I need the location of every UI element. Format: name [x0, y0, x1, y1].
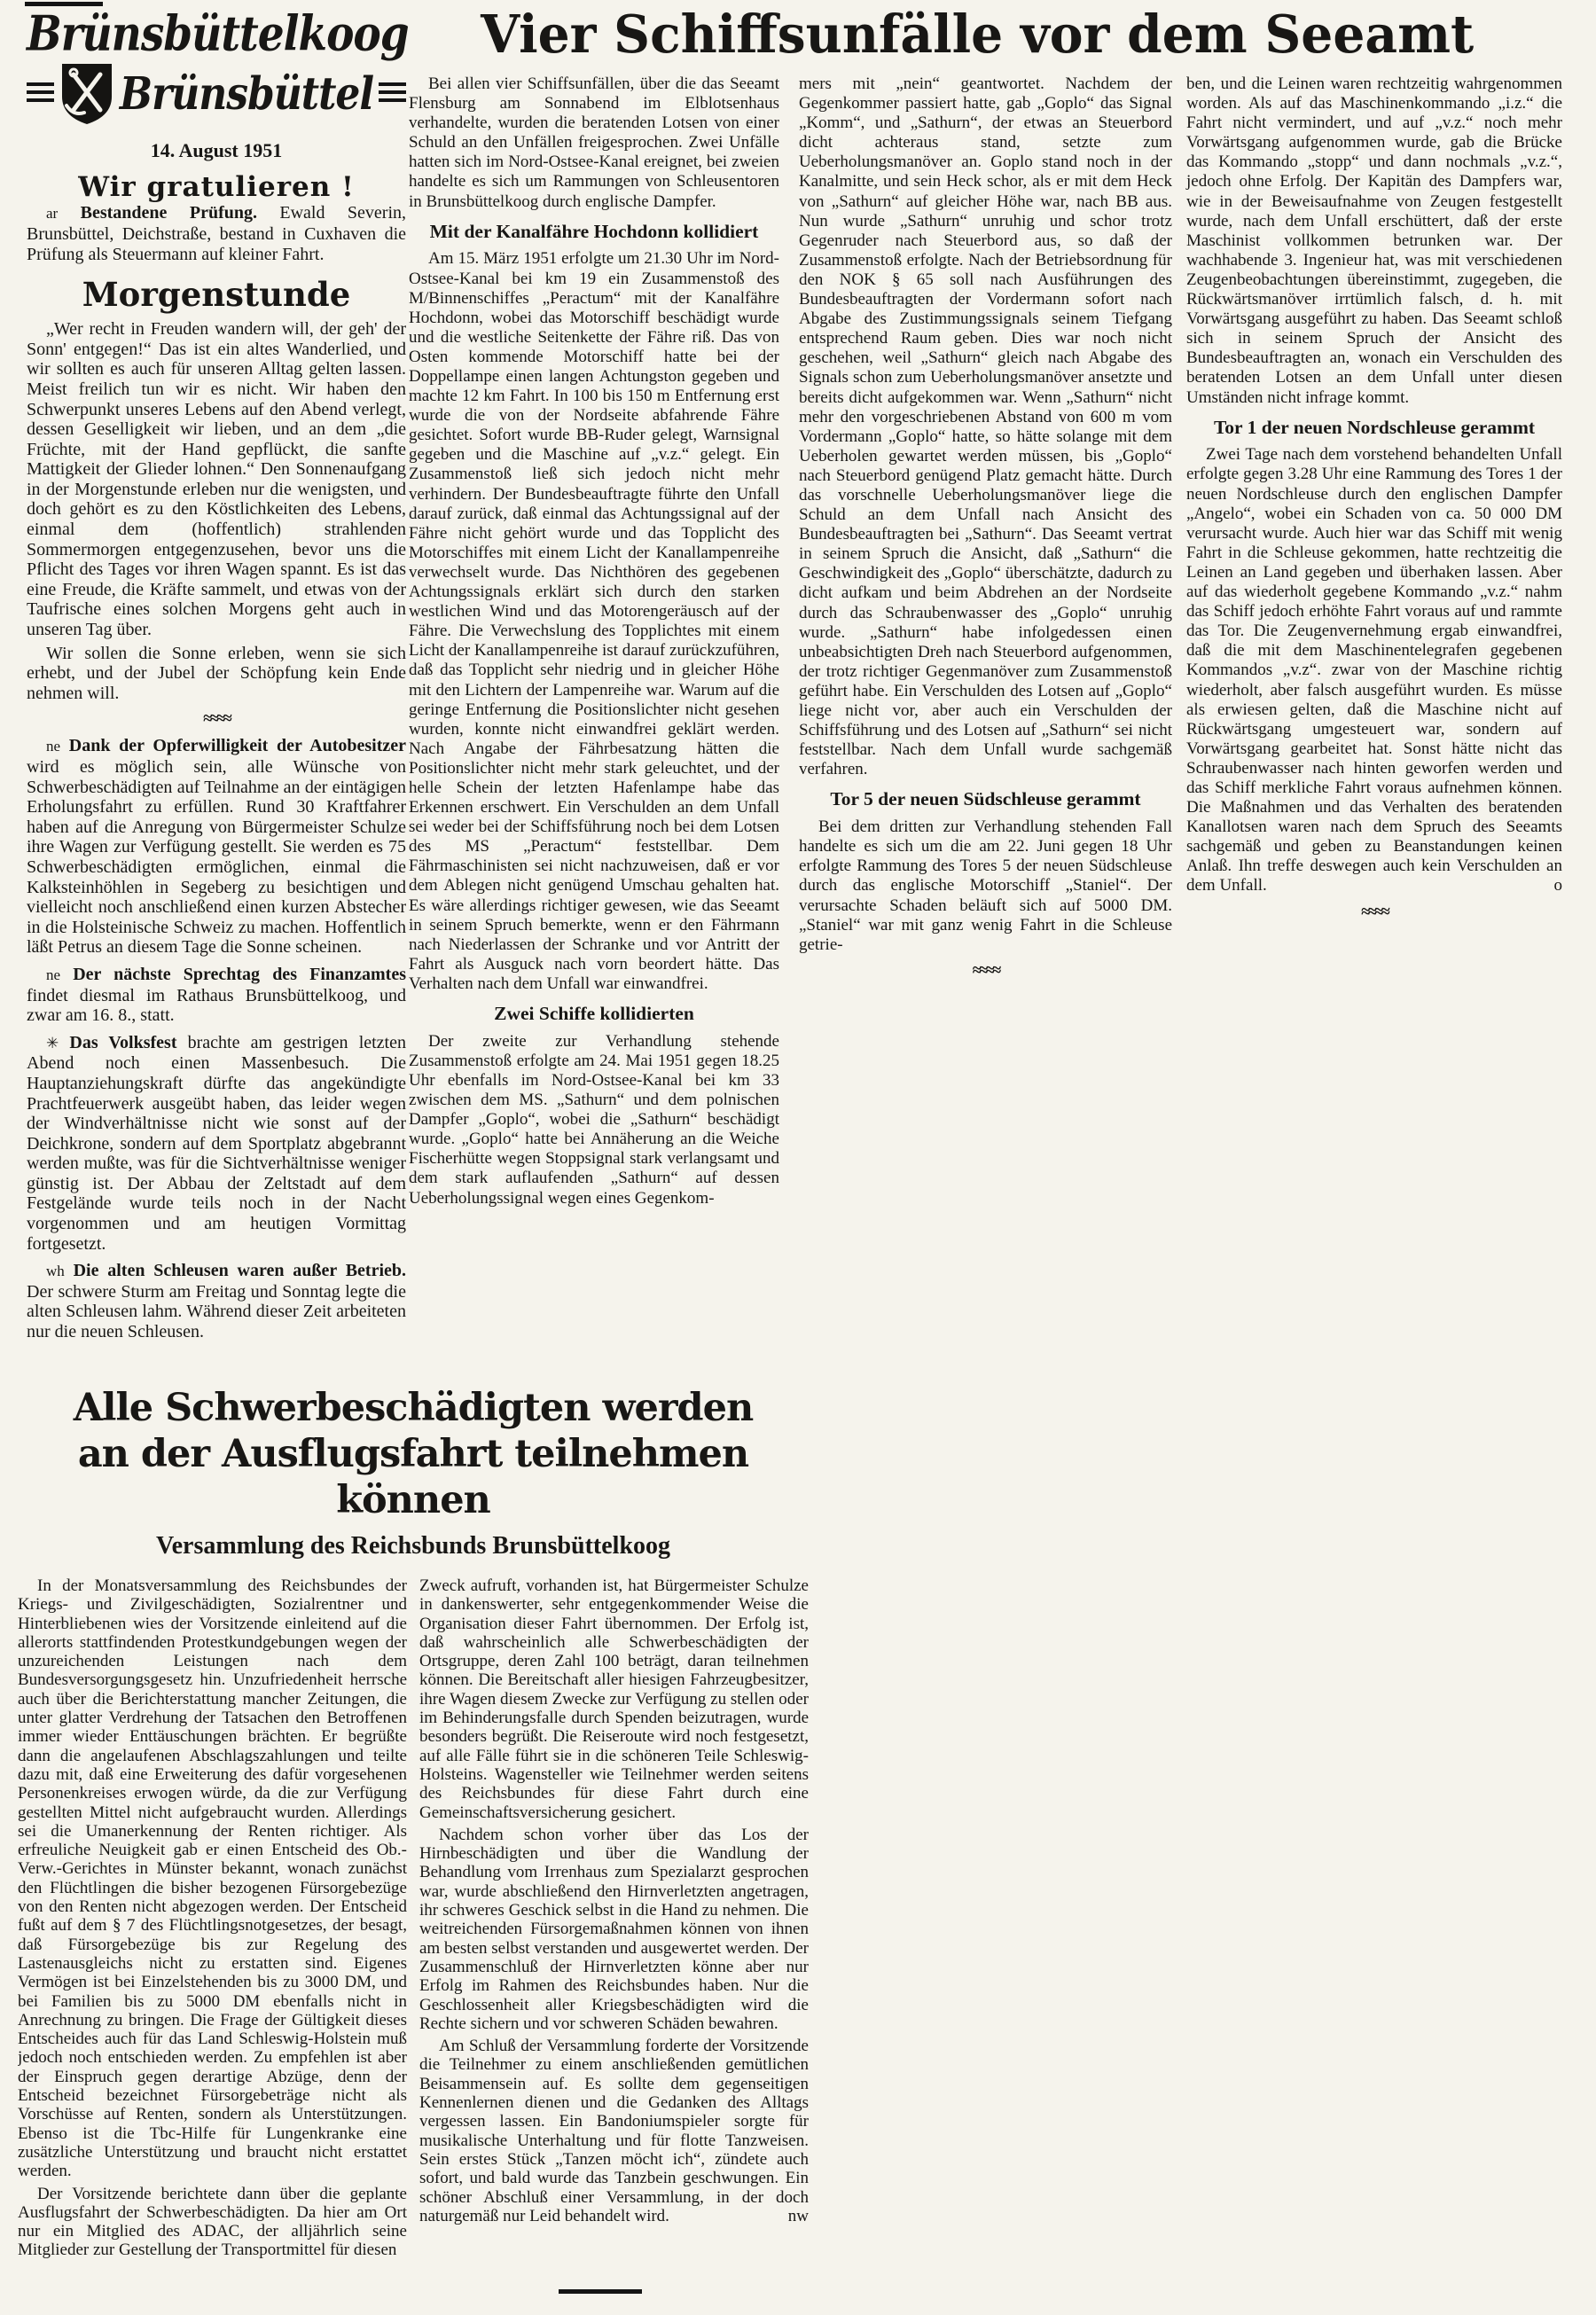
- local-note-volksfest: [27, 1033, 406, 1255]
- item-lead: Dank der Opferwilligkeit der Autobesitzer: [68, 736, 406, 756]
- item-signature: ne: [46, 966, 61, 983]
- article-paragraph: Am 15. März 1951 erfolgte um 21.30 Uhr im Nord-Ostsee-Kanal bei km 19 ein Zusammenstoß des M/Binnenschiffes „Peractum“ mit der Kanalfähre Hochdonn, wobei das Motorschiff beschädigt wurde und die westliche Seitenkette der Fähre riß. Das von Osten kommende Motorschiff hatte bei der Doppellampe einen langen Achtungston gegeben und machte 12 km Fahrt. In 100 bis 150 m Entfernung erst wurde die von der Nordseite abfahrende Fähre gesichtet. Sofort wurde BB-Ruder gelegt, Warnsignal gegeben und die Maschine auf „v.z.“ gelegt. Ein Zusammenstoß ließ sich jedoch nicht mehr verhindern. Der Bundesbeauftragte führte den Unfall darauf zurück, daß einmal das Achtungssignal auf der Fähre nicht gehört wurde und das Topplicht des Motorschiffes mit einem Licht der Kanallampenreihe verwechselt wurde. Das Nichthören des gegebenen Achtungssignals erklärt sich durch den starken westlichen Wind und das Motorengeräusch auf der Fähre. Die Verwechslung des Topplichtes mit einem Licht der Kanallampenreihe ist darauf zurückzuführen, daß das Topplicht sehr niedrig und in gleicher Höhe mit den Lichtern der Lampenreihe war. Warum auf die geringe Entfernung die Positionslichter nicht gesehen wurden, konnte nicht einwandfrei geklärt werden. Nach Angabe der Fährbesatzung hätten die Positionslichter nicht mehr stark geleuchtet, und der helle Schein der letzten Hafenlampe habe das Erkennen erschwert. Ein Verschulden an dem Unfall sei weder bei der Schiffsführung noch bei dem Lotsen des MS „Peractum“ feststellbar. Dem Fährmaschinisten sei nicht nachzuweisen, daß er vor dem Ablegen nicht genügend Umschau gehalten hat. Es wäre allerdings richtiger gewesen, wie das Seeamt in seinem Spruch bemerkte, wenn er den Fährmann nach Niederlassen der Schranke und vor Antritt der Fahrt als Ausguck nach vorn beordert hätte. Das Verhalten nach dem Unfall war einwandfrei.: [409, 249, 779, 993]
- second-subtitle: Versammlung des Reichsbunds Brunsbüttelkoog: [155, 1532, 671, 1560]
- local-note-finanzamt: [27, 965, 406, 1026]
- item-lead: Bestandene Prüfung.: [80, 203, 257, 223]
- article-paragraph: [419, 2037, 809, 2225]
- second-headline-line-1: Alle Schwerbeschädigten werden: [73, 1386, 754, 1430]
- second-article-column-2: [419, 1576, 809, 2264]
- main-article-column-3: [1186, 74, 1562, 929]
- morgenstunde-paragraph-2: Wir sollen die Sonne erleben, wenn sie sich erhebt, und der Jubel der Schöpfung kein Ende nehmen will.: [27, 643, 406, 703]
- masthead-town-1: Brünsbüttelkoog: [27, 5, 409, 63]
- flourish-right-icon: [379, 82, 406, 106]
- morgenstunde-paragraph-1: „Wer recht in Freuden wandern will, der geh' der Sonn' entgegen!“ Das ist ein altes Wanderlied, und wir sollten es auch für unseren Alltag gelten lassen. Meist freilich tun wir es nicht. Wir haben den Schwerpunkt unseres Lebens auf den Abend verlegt, dessen Geselligkeit wir lieben, und an dem „die Früchte, mit der Hand gepflückt, die sanfte Mattigkeit der Glieder lohnen.“ Den Sonnenaufgang in der Morgenstunde erleben nur die wenigsten, und doch gehört es zu den Köstlichkeiten des Lebens, einmal dem (hoffentlich) strahlenden Sommermorgen entgegenzusehen, bevor uns die Pflicht des Tages vor ihren Wagen spannt. Es ist das eine Freude, die Kräfte sammelt, und etwas von der Taufrische eines solchen Morgens geht auch in unseren Tag über.: [27, 319, 406, 640]
- article-paragraph: In der Monatsversammlung des Reichsbundes der Kriegs- und Zivilgeschädigten, Sozialrentner und Hinterbliebenen wies der Vorsitzende einleitend auf die allerorts stattfindenden Protestkundgebungen wegen der unzureichenden Leistungen nach dem Bundesversorgungsgesetz hin. Unzufriedenheit herrsche auch über die Berichterstattung mancher Zeitungen, die unter glatter Verdrehung der Tatsachen den Betroffenen immer wieder Enttäuschungen brächten. Er begrüßte dann die angelaufenen Abschlagszahlungen und teilte dazu mit, daß eine Erweiterung des dafür vorgesehenen Personenkreises erwogen würde, da die zur Verfügung gestellten Mittel nicht aufgebraucht wurden. Allerdings sei die Umanerkennung der Renten richtiger. Als erfreuliche Neuigkeit gab er einen Entscheid des Ob.-Verw.-Gerichtes in Münster bekannt, wonach zunächst den Flüchtlingen die bisher bezogenen Fürsorgebezüge von den Renten nicht abgezogen werden. Der Entscheid fußt auf dem § 7 des Flüchtlingsnotgesetzes, der besagt, daß Fürsorgebezüge bis zur Regelung des Lastenausgleichs nicht zu erstatten sind. Eigenes Vermögen ist bei Einzelstehenden bis zu 3000 DM, und bei Familien bis zu 5000 DM ebenfalls nicht in Anrechnung zu bringen. Die Frage der Gültigkeit dieses Entscheides auch für das Land Schleswig-Holstein muß jedoch noch entschieden werden. Zu empfehlen ist aber der Einspruch gegen derartige Abzüge, denn der Entscheid bezeichnet Fürsorgebeträge nicht als Vorschüsse auf Renten, sondern als Unterstützungen. Ebenso ist die Tbc-Hilfe für Lungenkranke eine zusätzliche Unterstützung und braucht nicht erstattet werden.: [18, 1576, 407, 2181]
- item-text: wird es möglich sein, alle Wünsche von Schwerbeschädigten auf Teilnahme an der eintägigen Erholungsfahrt zu erfüllen. Rund 30 Kraftfahrer haben auf die Anregung von Bürgermeister Schulze ihre Wagen zur Verfügung gestellt. Sie werden es 75 Schwerbeschädigten ermöglichen, einmal die Kalksteinhöhlen in Segeberg zu besichtigen und vielleicht noch anschließend einen kurzen Abstecher in die Holsteinische Schweiz zu machen. Hoffentlich läßt Petrus an diesem Tage die Sonne scheinen.: [27, 757, 406, 958]
- second-headline-line-2: an der Ausflugsfahrt teilnehmen können: [77, 1432, 749, 1522]
- article-paragraph: mers mit „nein“ geantwortet. Nachdem der Gegenkommer passiert hatte, gab „Goplo“ das Signal „Komm“, und „Sathurn“, der etwas an Steuerbord dicht achteraus stand, setzte zum Ueberholungsmanöver an. Goplo stand noch in der Kanalmitte, und sein Heck schor, als er mit dem Heck von „Sathurn“ auf gleicher Höhe war, nach BB aus. Nun wurde „Sathurn“ unruhig und schor trotz Gegenruder nach Steuerbord aus, so daß der Zusammenstoß erfolgte. Nach der Betriebsordnung für den NOK § 65 soll nach Ausführungen des Bundesbeauftragten der Vordermann sofort nach Abgabe des Zustimmungssignals seinem Tiefgang entsprechend Raum geben. Dies war noch nicht geschehen, weil „Sathurn“ gleich nach Abgabe des Signals schon zum Ueberholungsmanöver ansetzte und bereits dicht aufgekommen war. Wenn „Sathurn“ nicht mehr den vorgeschriebenen Abstand von 600 m vom Vordermann „Goplo“ hatte, so hätte solange mit dem Ueberholen gewartet werden müssen, bis „Goplo“ nach Steuerbord genügend Platz gemacht hätte. Durch das vorschnelle Ueberholungsmanöver liege die Schuld an dem Unfall nach Ansicht des Bundesbeauftragten bei „Sathurn“. Das Seeamt vertrat in seinem Spruch die Ansicht, daß „Sathurn“ die Geschwindigkeit des „Goplo“ überschätzte, dadurch zu dicht aufkam und beim Abdrehen an der Nordseite durch das Schraubenwasser des „Goplo“ unruhig wurde. „Sathurn“ habe infolgedessen einen unbeabsichtigten Dreh nach Steuerbord aufgenommen, der trotz richtiger Gegenmanöver zum Zusammenstoß geführt habe. Ein Verschulden des Lotsen auf „Goplo“ liege nicht vor, aber auch ein Verschulden der Schiffsführung und des Lotsen auf „Sathurn“ sei nicht feststellbar. Nach dem Unfall wurde sachgemäß verfahren.: [799, 74, 1173, 779]
- author-signoff: nw: [787, 2206, 809, 2225]
- item-text: findet diesmal im Rathaus Brunsbüttelkoog, und zwar am 16. 8., statt.: [27, 985, 406, 1026]
- star-icon: ✳: [46, 1034, 59, 1052]
- local-note-autobesitzer: [27, 736, 406, 958]
- item-text: brachte am gestrigen letzten Abend noch einen Massenbesuch. Die Hauptanziehungskraft dürfte das angekündigte Prachtfeuerwerk ausgeübt haben, das leider wegen der Windverhältnisse nicht wie sonst auf der Deichkrone, sondern auf dem Sportplatz abgebrannt werden mußte, was für die Sichtverhältnisse weniger günstig ist. Der Abbau der Zeltstadt auf dem Festgelände wurde teils noch in der Nacht vorgenommen und am heutigen Vormittag fortgesetzt.: [27, 1032, 406, 1254]
- article-text: Zwei Tage nach dem vorstehend behandelten Unfall erfolgte gegen 3.28 Uhr eine Rammung des Tores 1 der neuen Nordschleuse durch den englischen Dampfer „Angelo“, wobei ein Schaden von ca. 50 000 DM verursacht wurde. Auch hier war das Schiff mit wenig Fahrt in die Schleuse gekommen, hatte rechtzeitig die Leinen an Land gegeben und überhaken lassen. Aber auf das wiederholt gegebene Kommando „v.z.“ nahm das Schiff jedoch erhöhte Fahrt voraus auf und rammte das Tor. Die Zeugenvernehmung ergab einwandfrei, daß die mit dem Maschinentelegrafen gegebenen Kommandos „v.z“. zwar von der Maschine richtig wiederholt, aber falsch ausgeführt wurden. Es müsse als erwiesen gelten, daß die Maschine nicht auf Rückwärtsgang umgesteuert war, sondern auf Vorwärtsgang gearbeitet hat. Sonst hätte nicht das Schraubenwasser nach hinten geworfen werden und das Schiff merkliche Fahrt voraus aufnehmen können. Die Maßnahmen und das Verhalten des beratenden Kanallotsen waren nach dem Spruch des Seeamts sachgemäß und geben zu Beanstandungen keinen Anlaß. Ihn treffe deswegen auch kein Verschulden an dem Unfall.: [1186, 445, 1562, 895]
- article-end-rule: [559, 2289, 642, 2294]
- author-signoff: o: [1553, 876, 1562, 895]
- subhead-tor5: Tor 5 der neuen Südschleuse gerammt: [830, 788, 1141, 810]
- local-note-schleusen: [27, 1261, 406, 1341]
- item-lead: Die alten Schleusen waren außer Betrieb.: [73, 1261, 407, 1281]
- article-paragraph: Bei dem dritten zur Verhandlung stehenden Fall handelte es sich um die am 22. Juni gegen 18 Uhr erfolgte Rammung des Tores 5 der neuen Südschleuse durch das englische Motorschiff „Staniel“. Der verursachte Schaden beläuft sich auf 5000 DM. „Staniel“ war mit ganz wenig Fahrt in die Schleuse getrie-: [799, 817, 1172, 954]
- main-article-column-2: [799, 74, 1172, 988]
- section-divider-squiggle-icon: ≈≈≈≈: [1361, 902, 1388, 921]
- item-signature: ne: [46, 738, 61, 755]
- morgenstunde-article: [27, 319, 406, 703]
- article-paragraph: [1186, 445, 1562, 895]
- item-text: Ewald Severin, Brunsbüttel, Deichstraße, bestand in Cuxhaven die Prüfung als Steuermann auf kleiner Fahrt.: [27, 203, 406, 264]
- article-paragraph: Zweck aufruft, vorhanden ist, hat Bürgermeister Schulze in dankenswerter, sehr entgegenkommender Weise die Organisation dieser Fahrt übernommen. Der Erfolg ist, daß wahrscheinlich alle Schwerbeschädigten der Ortsgruppe, deren Zahl 100 beträgt, daran teilnehmen können. Die Bereitschaft aller hiesigen Fahrzeugbesitzer, ihre Wagen diesem Zwecke zur Verfügung zu stellen oder im Behinderungsfalle durch Spenden beizutragen, wurde besonders begrüßt. Die Reiseroute wird noch festgesetzt, auf alle Fälle führt sie in die schöneren Teile Schleswig-Holsteins. Wagensteller wie Teilnehmer werden seitens des Reichsbundes für diese Fahrt durch eine Gemeinschaftsversicherung gesichert.: [419, 1576, 809, 1822]
- subhead-tor1: Tor 1 der neuen Nordschleuse gerammt: [1213, 416, 1536, 438]
- second-article: [18, 1385, 809, 2312]
- subhead-hochdonn: Mit der Kanalfähre Hochdonn kollidiert: [429, 220, 759, 242]
- town-crest-anchor-icon: [59, 61, 114, 127]
- item-signature: wh: [46, 1263, 65, 1280]
- article-text: Am Schluß der Versammlung forderte der Vorsitzende die Teilnehmer zu einem anschließenden gemütlichen Beisammensein auf. Es sollte dem gegenseitigen Kennenlernen dienen und die Gedanken des Alltags vergessen lassen. Ein Bandoniumspieler sorgte für musikalische Unterhaltung und für flotte Tanzweisen. Sein erstes Stück „Tanzen möcht ich“, zündete auch sofort, und bald wurde das Tanzbein geschwungen. Ein schöner Abschluß einer Versammlung, in der doch naturgemäß nur Leid behandelt wird.: [419, 2037, 809, 2225]
- second-article-columns: [18, 1576, 809, 2264]
- section-divider-squiggle-icon: ≈≈≈≈: [972, 960, 999, 980]
- item-lead: Der nächste Sprechtag des Finanzamtes: [73, 964, 406, 984]
- subhead-kollision: Zwei Schiffe kollidierten: [494, 1003, 694, 1025]
- greetings-item: [27, 203, 406, 264]
- item-text: Der schwere Sturm am Freitag und Sonntag legte die alten Schleusen lahm. Während dieser Zeit arbeiteten nur die neuen Schleusen.: [27, 1281, 406, 1342]
- local-news-column: [27, 5, 409, 1346]
- item-signature: ar: [46, 205, 59, 223]
- masthead-town-2: Brünsbüttel: [119, 68, 374, 121]
- second-article-column-1: [18, 1576, 407, 2264]
- article-intro: Bei allen vier Schiffsunfällen, über die das Seeamt Flensburg am Sonnabend im Elblotsenhaus verhandelte, wurden die beratenden Lotsen von einer Schuld an den Unfällen freigesprochen. Zwei Unfälle hatten sich im Nord-Ostsee-Kanal ereignet, bei zweien handelte es sich um Rammungen von Schleusentoren in Brunsbüttelkoog durch englische Dampfer.: [409, 74, 779, 211]
- greetings-headline: Wir gratulieren !: [78, 171, 355, 204]
- masthead-row: [27, 61, 406, 127]
- item-lead: Das Volksfest: [69, 1032, 177, 1052]
- article-paragraph: ben, und die Leinen waren rechtzeitig wahrgenommen worden. Als auf das Maschinenkommando „i.z.“ die Fahrt nicht vermindert, und auf „v.z.“ noch mehr Vorwärtsgang aufgenommen wurde, gab die Brücke das Kommando „stopp“ und dann nochmals „v.z.“, jedoch ohne Erfolg. Der Kapitän des Dampfers war, wie in der Beweisaufnahme von Zeugen festgestellt wurde, nach dem Unfall erschüttert, daß der erste Maschinist vollkommen betrunken war. Der wachhabende 3. Ingenieur hat, was mit verschiedenen Zeugenbeobachtungen übereinstimmt, zugegeben, die Rückwärtsmanöver irrtümlich falsch, d. h. mit Vorwärtsgang ausgeführt zu haben. Das Seeamt schloß sich in seinem Spruch der Ansicht des Bundesbeauftragten an, wonach ein Verschulden des beratenden Lotsen an dem Unfall unter diesen Umständen nicht infrage kommt.: [1186, 74, 1562, 407]
- main-headline: Vier Schiffsunfälle vor dem Seeamt: [481, 4, 1475, 65]
- article-paragraph: Nachdem schon vorher über das Los der Hirnbeschädigten und über die Wandlung der Behandlung vom Irrenhaus zum Spezialarzt gesprochen war, wurde abschließend den Hirnverletzten angetragen, ihr schweres Geschick selbst in die Hand zu nehmen. Die weitreichenden Fürsorgemaßnahmen können von ihnen am besten selbst verstanden und ausgewertet werden. Der Zusammenschluß der Hirnverletzten könne aber nur Erfolg im Rahmen des Reichsbundes haben. Nur die Geschlossenheit aller Kriegsbeschädigten wird die Rechte sichern und vor schweren Schäden bewahren.: [419, 1825, 809, 2033]
- flourish-left-icon: [27, 82, 54, 106]
- article-paragraph: Der Vorsitzende berichtete dann über die geplante Ausflugsfahrt der Schwerbeschädigten. Da hier am Ort nur ein Mitglied des ADAC, der alljährlich seine Mitglieder zur Gestellung der Transportmittel für diesen: [18, 2184, 407, 2260]
- morgenstunde-headline: Morgenstunde: [82, 275, 351, 315]
- article-paragraph: Der zweite zur Verhandlung stehende Zusammenstoß erfolgte am 24. Mai 1951 gegen 18.25 Uhr ebenfalls im Nord-Ostsee-Kanal bei km 33 zwischen dem MS. „Sathurn“ und dem polnischen Dampfer „Goplo“, wobei die „Sathurn“ beschädigt wurde. „Goplo“ hatte bei Annäherung an die Weiche Fischerhütte wegen Stoppsignal stark verlangsamt und dem stark auflaufenden „Sathurn“ auf dessen Ueberholungssignal wegen eines Gegenkom-: [409, 1031, 779, 1208]
- issue-date: 14. August 1951: [150, 139, 283, 162]
- main-article-column-1: [409, 74, 779, 1213]
- section-divider-squiggle-icon: ≈≈≈≈: [203, 709, 230, 729]
